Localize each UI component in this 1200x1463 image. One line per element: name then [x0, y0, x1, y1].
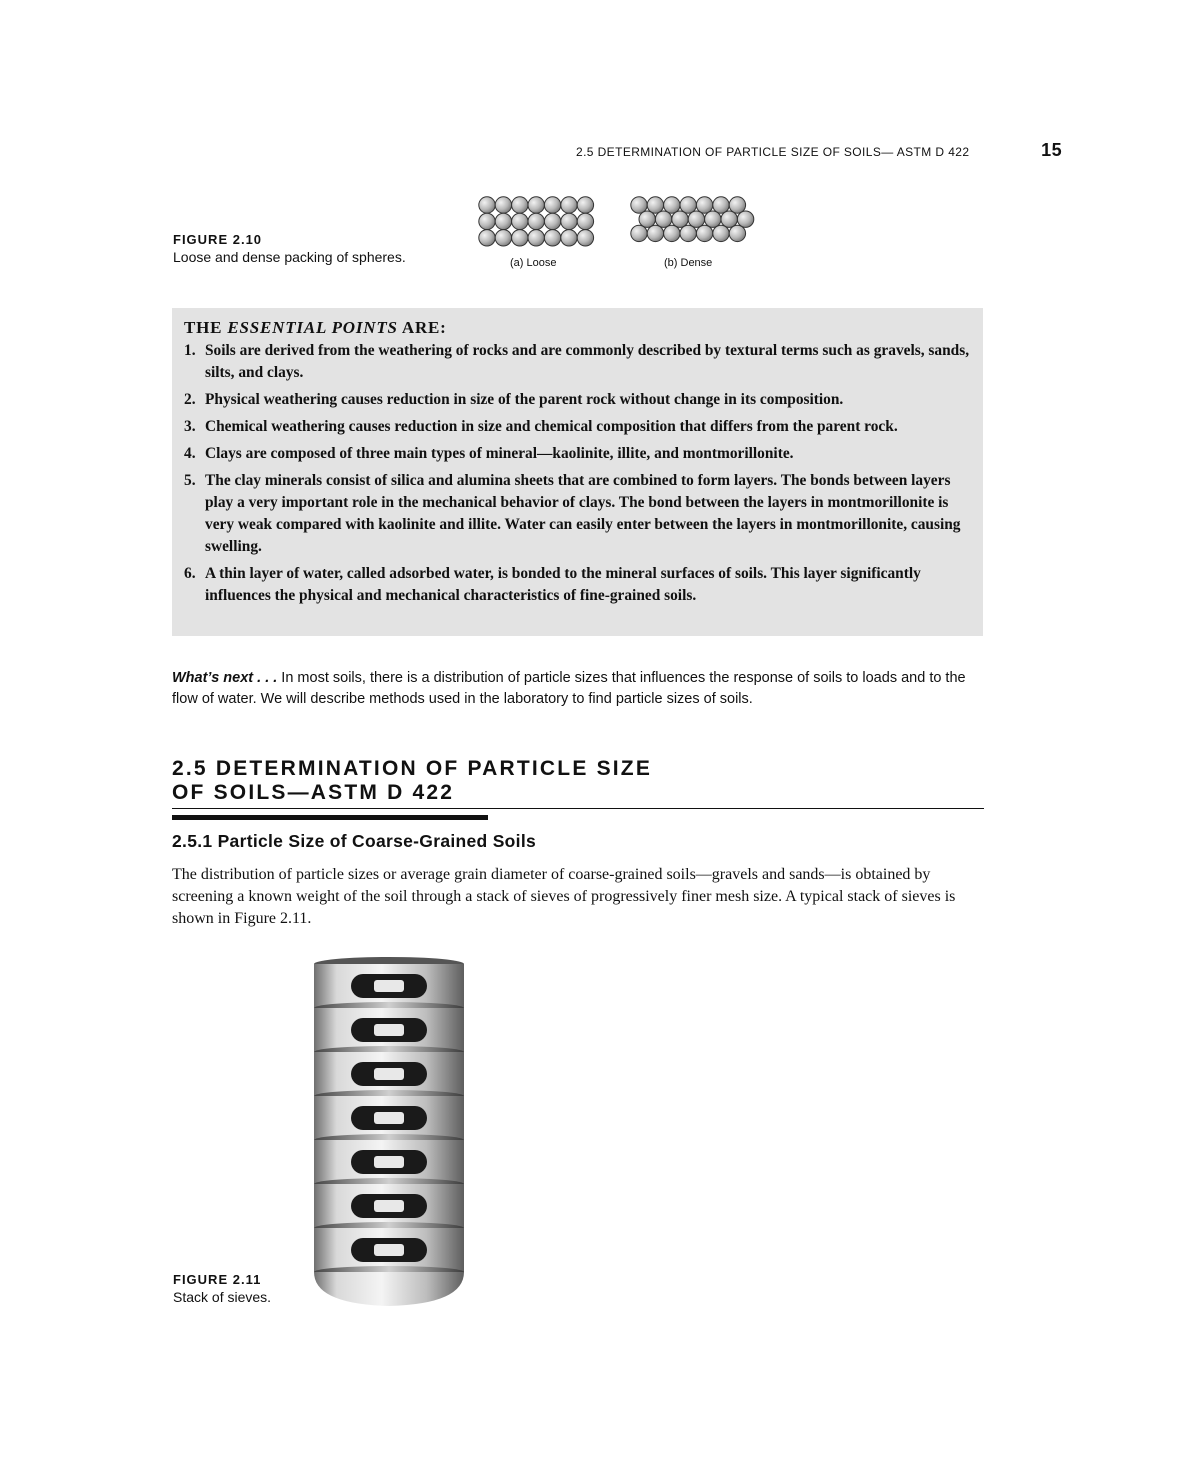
section-heading-line2: OF SOILS—ASTM D 422 [172, 781, 455, 804]
sphere [479, 213, 495, 229]
sphere [631, 197, 647, 213]
page-number: 15 [1041, 140, 1062, 160]
point-text: A thin layer of water, called adsorbed water, is bonded to the mineral surfaces of soils. This layer significantly influences the physical and mechanical characteristics of fine-grained soils. [205, 565, 921, 604]
point-number: 5. [184, 472, 196, 489]
point-text: The clay minerals consist of silica and alumina sheets that are combined to form layers. The bonds between layers play a very important role in the mechanical behavior of clays. The bond between the layers in montmorillonite is very weak compared with kaolinite and illite. Water can easily enter between the layers in montmorillonite, causing swelling. [205, 472, 961, 555]
section-rule-thin [172, 808, 984, 809]
sphere [729, 197, 745, 213]
essential-title-emphasis: ESSENTIAL POINTS [227, 318, 398, 337]
essential-points-list [184, 340, 971, 607]
sieve-number-badge [374, 1024, 404, 1036]
sphere [495, 230, 511, 246]
sphere [512, 213, 528, 229]
point-number: 4. [184, 445, 196, 462]
essential-point [184, 563, 971, 607]
sphere [479, 197, 495, 213]
point-text: Chemical weathering causes reduction in size and chemical composition that differs from the parent rock. [205, 418, 898, 435]
point-text: Clays are composed of three main types of mineral—kaolinite, illite, and montmorillonite. [205, 445, 794, 462]
sphere [737, 211, 753, 227]
sphere [577, 213, 593, 229]
sphere [561, 213, 577, 229]
essential-point [184, 470, 971, 558]
point-number: 3. [184, 418, 196, 435]
essential-point [184, 340, 971, 384]
sphere [512, 230, 528, 246]
sieve-number-badge [374, 1068, 404, 1080]
whats-next-lead: What’s next . . . [172, 670, 278, 686]
sphere [512, 197, 528, 213]
dense-packing-figure [630, 196, 756, 248]
sphere [664, 197, 680, 213]
section-heading-line1: 2.5 DETERMINATION OF PARTICLE SIZE [172, 757, 653, 780]
point-number: 6. [184, 565, 196, 582]
sphere [688, 211, 704, 227]
section-rule-thick [172, 815, 488, 820]
sieve-stack-photo [306, 954, 472, 1310]
figure-2-10-sub-a: (a) Loose [510, 257, 557, 269]
figure-2-11-text: Stack of sieves. [173, 1289, 272, 1305]
running-head [576, 140, 1062, 161]
sphere [528, 230, 544, 246]
sphere [561, 230, 577, 246]
sieve-number-badge [374, 1112, 404, 1124]
essential-title-prefix: THE [184, 318, 228, 337]
essential-point [184, 389, 971, 411]
sphere [655, 211, 671, 227]
sphere [664, 225, 680, 241]
sphere [631, 225, 647, 241]
sphere [639, 211, 655, 227]
essential-title-suffix: ARE: [397, 318, 447, 337]
point-text: Physical weathering causes reduction in size of the parent rock without change in its composition. [205, 391, 844, 408]
point-number: 1. [184, 342, 196, 359]
essential-points-box [172, 308, 983, 636]
sphere [479, 230, 495, 246]
whats-next-text: In most soils, there is a distribution of particle sizes that influences the response of soils to loads and to the flow of water. We will describe methods used in the laboratory to find particle sizes of soils. [172, 670, 966, 707]
sphere [528, 213, 544, 229]
sieve-number-badge [374, 1156, 404, 1168]
sphere [544, 213, 560, 229]
point-number: 2. [184, 391, 196, 408]
body-paragraph: The distribution of particle sizes or average grain diameter of coarse-grained soils—gravels and sands—is obtained by screening a known weight of the soil through a stack of sieves of progressively finer mesh size. A typical stack of sieves is shown in Figure 2.11. [172, 866, 956, 927]
sphere [577, 230, 593, 246]
sphere [696, 225, 712, 241]
sphere [495, 213, 511, 229]
sphere [528, 197, 544, 213]
sieve-number-badge [374, 980, 404, 992]
sphere [729, 225, 745, 241]
sphere [713, 225, 729, 241]
sphere [680, 225, 696, 241]
sphere [544, 197, 560, 213]
whats-next-paragraph [172, 668, 984, 710]
loose-packing-figure [478, 196, 596, 248]
sphere [705, 211, 721, 227]
sphere [647, 197, 663, 213]
sphere [544, 230, 560, 246]
figure-2-11-label: FIGURE 2.11 [173, 1272, 262, 1287]
sphere [680, 197, 696, 213]
figure-2-10-sub-b: (b) Dense [664, 257, 713, 269]
essential-point [184, 443, 971, 465]
figure-2-11-caption [173, 1272, 271, 1305]
sphere [647, 225, 663, 241]
sphere [577, 197, 593, 213]
sphere [495, 197, 511, 213]
sieve-bottom-pan [314, 1272, 464, 1306]
figure-2-10-label: FIGURE 2.10 [173, 232, 263, 247]
sphere [696, 197, 712, 213]
sphere [721, 211, 737, 227]
essential-point [184, 416, 971, 438]
essential-points-title [184, 318, 971, 338]
figure-2-10-text: Loose and dense packing of spheres. [173, 249, 406, 265]
point-text: Soils are derived from the weathering of rocks and are commonly described by textural terms such as gravels, sands, silts, and clays. [205, 342, 970, 381]
sphere [672, 211, 688, 227]
sphere [561, 197, 577, 213]
sphere [713, 197, 729, 213]
sieve-number-badge [374, 1244, 404, 1256]
section-heading [172, 757, 984, 805]
subsection-heading: 2.5.1 Particle Size of Coarse-Grained Soils [172, 831, 537, 851]
running-head-title: 2.5 DETERMINATION OF PARTICLE SIZE OF SOILS— ASTM D 422 [576, 145, 970, 159]
sieve-number-badge [374, 1200, 404, 1212]
figure-2-10-caption [173, 232, 406, 265]
